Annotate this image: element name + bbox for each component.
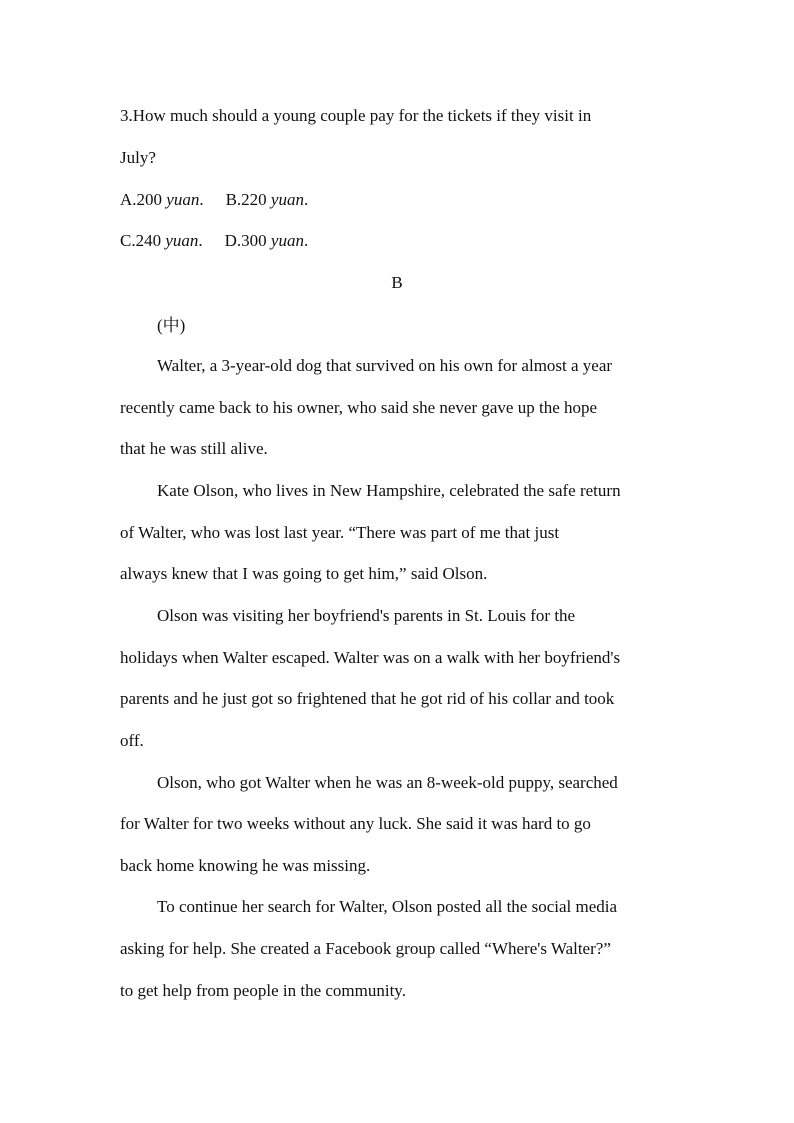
option-c-unit: yuan [165,231,199,250]
options-row-1 [120,190,308,210]
options-row-2 [120,231,308,251]
paragraph-4-line-2: for Walter for two weeks without any luck. She said it was hard to go [120,814,591,833]
option-a-end: . [199,190,204,209]
option-d [225,231,309,251]
paragraph-4-line-3: back home knowing he was missing. [120,856,371,875]
paragraph-5-line-1: To continue her search for Walter, Olson posted all the social media [157,897,618,916]
option-d-label: D.300 [224,231,267,250]
option-a-label: A.200 [120,190,163,209]
paragraph-4-line-1: Olson, who got Walter when he was an 8-week-old puppy, searched [157,773,618,792]
paragraph-2-line-1: Kate Olson, who lives in New Hampshire, celebrated the safe return [157,481,621,500]
question-stem-line-2: July? [120,148,156,167]
option-c-label: C.240 [120,231,162,250]
paragraph-1-line-3: that he was still alive. [120,439,268,458]
difficulty-level: (中) [157,316,186,335]
option-d-unit: yuan [270,231,304,250]
section-heading: B [391,273,403,292]
paragraph-2-line-3: always knew that I was going to get him,” said Olson. [120,564,488,583]
option-a [120,190,204,210]
paragraph-3-line-4: off. [120,731,144,750]
option-b-unit: yuan [270,190,304,209]
option-c-end: . [198,231,203,250]
paragraph-2-line-2: of Walter, who was lost last year. “There was part of me that just [120,523,560,542]
paragraph-3-line-1: Olson was visiting her boyfriend's parents in St. Louis for the [157,606,576,625]
option-c [120,231,203,251]
paragraph-3-line-2: holidays when Walter escaped. Walter was on a walk with her boyfriend's [120,648,621,667]
option-d-end: . [303,231,309,250]
paragraph-5-line-2: asking for help. She created a Facebook group called “Where's Walter?” [120,939,611,958]
option-b-end: . [303,190,309,209]
option-b-label: B.220 [225,190,267,209]
paragraph-3-line-3: parents and he just got so frightened that he got rid of his collar and took [120,689,615,708]
paragraph-1-line-1: Walter, a 3-year-old dog that survived on his own for almost a year [157,356,613,375]
paragraph-5-line-3: to get help from people in the community. [120,981,406,1000]
paragraph-1-line-2: recently came back to his owner, who said she never gave up the hope [120,398,598,417]
option-a-unit: yuan [166,190,200,209]
question-stem-line-1: 3.How much should a young couple pay for the tickets if they visit in [120,106,592,125]
option-b [226,190,309,210]
